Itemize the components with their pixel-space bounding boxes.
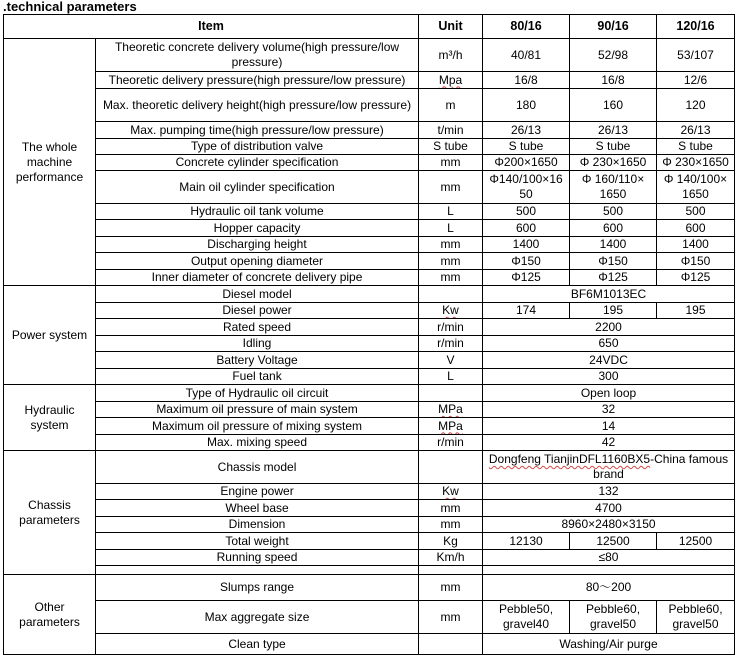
value-80-16: 26/13 bbox=[483, 122, 570, 139]
value-all-models bbox=[483, 451, 735, 484]
item-label: Theoretic delivery pressure(high pressure/low pressure) bbox=[96, 72, 419, 89]
unit-cell: r/min bbox=[419, 435, 483, 451]
table-row bbox=[4, 369, 735, 385]
table-row bbox=[4, 601, 735, 634]
value-all-models: 80～200 bbox=[483, 575, 735, 601]
value-80-16: 40/81 bbox=[483, 39, 570, 72]
table-row bbox=[4, 336, 735, 352]
unit-cell: mm bbox=[419, 517, 483, 533]
item-label: Hydraulic oil tank volume bbox=[96, 204, 419, 220]
table-row bbox=[4, 484, 735, 500]
value-all-models: 2200 bbox=[483, 319, 735, 336]
unit-text: Mpa bbox=[438, 72, 463, 87]
table-row bbox=[4, 575, 735, 601]
table-row bbox=[4, 566, 735, 575]
value-120-16: 500 bbox=[657, 204, 735, 220]
table-row bbox=[4, 303, 735, 319]
table-row bbox=[4, 435, 735, 451]
value-120-16: Φ125 bbox=[657, 270, 735, 286]
item-label: Max. pumping time(high pressure/low pressure) bbox=[96, 122, 419, 139]
unit-cell: Km/h bbox=[419, 550, 483, 566]
value-all-models: Washing/Air purge bbox=[483, 634, 735, 655]
unit-cell bbox=[419, 418, 483, 435]
table-row bbox=[4, 451, 735, 484]
value-80-16: Pebble50, gravel40 bbox=[483, 601, 570, 634]
header-unit: Unit bbox=[419, 15, 483, 39]
item-label: Discharging height bbox=[96, 237, 419, 253]
value-120-16: 600 bbox=[657, 220, 735, 237]
unit-cell: r/min bbox=[419, 319, 483, 336]
unit-cell: m³/h bbox=[419, 39, 483, 72]
table-row bbox=[4, 253, 735, 270]
value-90-16: 16/8 bbox=[570, 72, 657, 89]
table-row bbox=[4, 533, 735, 550]
table-row bbox=[4, 385, 735, 402]
value-120-16: 120 bbox=[657, 89, 735, 122]
value-all-models: ≤80 bbox=[483, 550, 735, 566]
item-label: Inner diameter of concrete delivery pipe bbox=[96, 270, 419, 286]
item-label: Fuel tank bbox=[96, 369, 419, 385]
unit-cell: S tube bbox=[419, 139, 483, 155]
group-chassis-parameters: Chassis parameters bbox=[4, 451, 96, 575]
item-label: Hopper capacity bbox=[96, 220, 419, 237]
table-row bbox=[4, 171, 735, 204]
table-row bbox=[4, 139, 735, 155]
unit-cell bbox=[419, 72, 483, 89]
table-row bbox=[4, 402, 735, 418]
table-row bbox=[4, 500, 735, 517]
value-all-models: Open loop bbox=[483, 385, 735, 402]
technical-parameters-table bbox=[3, 14, 735, 655]
unit-cell bbox=[419, 451, 483, 484]
item-label: Maximum oil pressure of mixing system bbox=[96, 418, 419, 435]
table-row bbox=[4, 122, 735, 139]
value-120-16: 12500 bbox=[657, 533, 735, 550]
table-row bbox=[4, 89, 735, 122]
table-row bbox=[4, 352, 735, 369]
spacer-cell bbox=[96, 566, 419, 575]
value-120-16: 195 bbox=[657, 303, 735, 319]
value-90-16: Φ150 bbox=[570, 253, 657, 270]
group-power-system: Power system bbox=[4, 286, 96, 385]
unit-text: MPa bbox=[438, 402, 463, 416]
value-80-16: 174 bbox=[483, 303, 570, 319]
unit-cell: mm bbox=[419, 155, 483, 171]
item-label: Diesel power bbox=[96, 303, 419, 319]
value-90-16: 52/98 bbox=[570, 39, 657, 72]
item-label: Max. theoretic delivery height(high pressure/low pressure) bbox=[96, 89, 419, 122]
item-label: Concrete cylinder specification bbox=[96, 155, 419, 171]
value-90-16: Φ 230×1650 bbox=[570, 155, 657, 171]
group-hydraulic-system: Hydraulic system bbox=[4, 385, 96, 451]
value-80-16: S tube bbox=[483, 139, 570, 155]
value-all-models: BF6M1013EC bbox=[483, 286, 735, 303]
value-80-16: Φ140/100×16 50 bbox=[483, 171, 570, 204]
value-80-16: Φ200×1650 bbox=[483, 155, 570, 171]
item-label: Max. mixing speed bbox=[96, 435, 419, 451]
unit-cell: r/min bbox=[419, 336, 483, 352]
value-90-16: 500 bbox=[570, 204, 657, 220]
value-90-16: 195 bbox=[570, 303, 657, 319]
item-label: Wheel base bbox=[96, 500, 419, 517]
group-other-parameters: Other parameters bbox=[4, 575, 96, 655]
value-120-16: 26/13 bbox=[657, 122, 735, 139]
item-label: Main oil cylinder specification bbox=[96, 171, 419, 204]
unit-cell bbox=[419, 286, 483, 303]
chassis-model-brand: -China famous brand bbox=[593, 452, 729, 481]
value-90-16: Φ125 bbox=[570, 270, 657, 286]
group-machine-performance: The whole machine performance bbox=[4, 39, 96, 286]
item-label: Diesel model bbox=[96, 286, 419, 303]
item-label: Type of distribution valve bbox=[96, 139, 419, 155]
unit-cell: mm bbox=[419, 253, 483, 270]
value-90-16: Φ 160/110× 1650 bbox=[570, 171, 657, 204]
value-120-16: 53/107 bbox=[657, 39, 735, 72]
value-120-16: Pebble60, gravel50 bbox=[657, 601, 735, 634]
value-80-16: 1400 bbox=[483, 237, 570, 253]
item-label: Idling bbox=[96, 336, 419, 352]
value-80-16: 16/8 bbox=[483, 72, 570, 89]
header-model-80-16: 80/16 bbox=[483, 15, 570, 39]
header-model-90-16: 90/16 bbox=[570, 15, 657, 39]
table-row bbox=[4, 204, 735, 220]
page-title: .technical parameters bbox=[3, 0, 137, 14]
unit-cell: mm bbox=[419, 237, 483, 253]
unit-cell: V bbox=[419, 352, 483, 369]
value-90-16: 1400 bbox=[570, 237, 657, 253]
table-header-row bbox=[4, 15, 735, 39]
value-80-16: 180 bbox=[483, 89, 570, 122]
item-label: Output opening diameter bbox=[96, 253, 419, 270]
unit-cell: mm bbox=[419, 171, 483, 204]
table-row bbox=[4, 155, 735, 171]
value-90-16: 26/13 bbox=[570, 122, 657, 139]
value-120-16: Φ150 bbox=[657, 253, 735, 270]
value-all-models: 14 bbox=[483, 418, 735, 435]
unit-cell: mm bbox=[419, 500, 483, 517]
value-90-16: Pebble60, gravel50 bbox=[570, 601, 657, 634]
table-row bbox=[4, 72, 735, 89]
unit-text: Kw bbox=[442, 484, 459, 498]
item-label: Max aggregate size bbox=[96, 601, 419, 634]
value-all-models: 4700 bbox=[483, 500, 735, 517]
unit-cell: t/min bbox=[419, 122, 483, 139]
unit-cell: mm bbox=[419, 270, 483, 286]
unit-cell: m bbox=[419, 89, 483, 122]
unit-cell: L bbox=[419, 220, 483, 237]
value-all-models: 650 bbox=[483, 336, 735, 352]
unit-cell bbox=[419, 303, 483, 319]
unit-cell: Kg bbox=[419, 533, 483, 550]
table-row bbox=[4, 270, 735, 286]
item-label: Clean type bbox=[96, 634, 419, 655]
unit-cell bbox=[419, 634, 483, 655]
unit-text: Kw bbox=[442, 303, 459, 317]
spacer-cell bbox=[483, 566, 735, 575]
chassis-model-name: Dongfeng TianjinDFL1160BX5 bbox=[488, 452, 651, 466]
value-80-16: 600 bbox=[483, 220, 570, 237]
value-120-16: 12/6 bbox=[657, 72, 735, 89]
value-120-16: S tube bbox=[657, 139, 735, 155]
item-label: Maximum oil pressure of main system bbox=[96, 402, 419, 418]
unit-cell: L bbox=[419, 369, 483, 385]
unit-cell: L bbox=[419, 204, 483, 220]
value-90-16: 12500 bbox=[570, 533, 657, 550]
value-120-16: Φ 230×1650 bbox=[657, 155, 735, 171]
value-120-16: Φ 140/100× 1650 bbox=[657, 171, 735, 204]
table-row bbox=[4, 418, 735, 435]
item-label: Running speed bbox=[96, 550, 419, 566]
value-90-16: 160 bbox=[570, 89, 657, 122]
unit-cell bbox=[419, 484, 483, 500]
value-all-models: 24VDC bbox=[483, 352, 735, 369]
value-all-models: 300 bbox=[483, 369, 735, 385]
unit-cell: mm bbox=[419, 575, 483, 601]
table-row bbox=[4, 319, 735, 336]
value-all-models: 32 bbox=[483, 402, 735, 418]
item-label: Total weight bbox=[96, 533, 419, 550]
table-row bbox=[4, 39, 735, 72]
unit-cell bbox=[419, 402, 483, 418]
spacer-cell bbox=[419, 566, 483, 575]
value-80-16: 500 bbox=[483, 204, 570, 220]
table-row bbox=[4, 517, 735, 533]
value-all-models: 132 bbox=[483, 484, 735, 500]
table-row bbox=[4, 286, 735, 303]
header-item: Item bbox=[4, 15, 419, 39]
item-label: Type of Hydraulic oil circuit bbox=[96, 385, 419, 402]
unit-text: MPa bbox=[438, 418, 463, 433]
value-90-16: S tube bbox=[570, 139, 657, 155]
unit-cell bbox=[419, 385, 483, 402]
unit-cell: mm bbox=[419, 601, 483, 634]
item-label: Rated speed bbox=[96, 319, 419, 336]
item-label: Battery Voltage bbox=[96, 352, 419, 369]
value-90-16: 600 bbox=[570, 220, 657, 237]
table-row bbox=[4, 550, 735, 566]
value-all-models: 8960×2480×3150 bbox=[483, 517, 735, 533]
value-80-16: 12130 bbox=[483, 533, 570, 550]
item-label: Theoretic concrete delivery volume(high pressure/low pressure) bbox=[96, 39, 419, 72]
item-label: Chassis model bbox=[96, 451, 419, 484]
value-80-16: Φ150 bbox=[483, 253, 570, 270]
value-all-models: 42 bbox=[483, 435, 735, 451]
header-model-120-16: 120/16 bbox=[657, 15, 735, 39]
table-row bbox=[4, 634, 735, 655]
table-row bbox=[4, 220, 735, 237]
value-120-16: 1400 bbox=[657, 237, 735, 253]
value-80-16: Φ125 bbox=[483, 270, 570, 286]
table-row bbox=[4, 237, 735, 253]
item-label: Slumps range bbox=[96, 575, 419, 601]
item-label: Dimension bbox=[96, 517, 419, 533]
item-label: Engine power bbox=[96, 484, 419, 500]
